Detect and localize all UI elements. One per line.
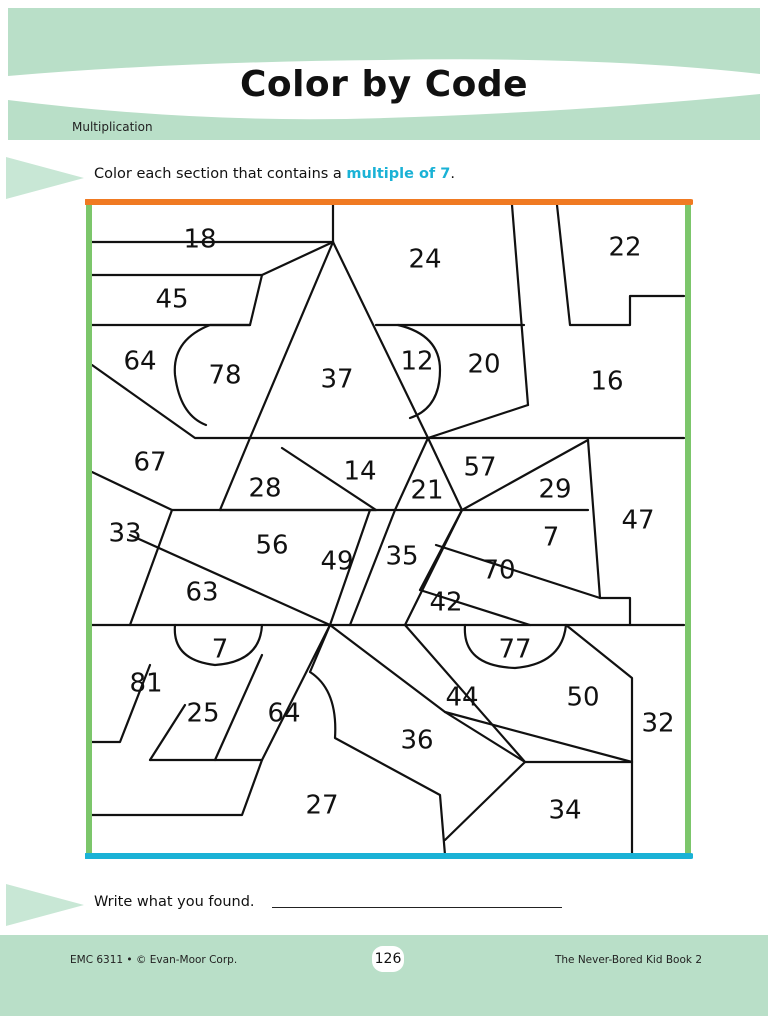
- puzzle-number: 28: [248, 473, 282, 504]
- puzzle-number: 22: [608, 232, 642, 263]
- puzzle-number: 47: [621, 505, 655, 536]
- puzzle-number: 25: [186, 698, 220, 729]
- instruction-prefix: Color each section that contains a: [94, 166, 347, 182]
- color-by-code-puzzle: [85, 198, 693, 860]
- puzzle-numbers: [108, 225, 674, 826]
- page-title: Color by Code: [239, 64, 529, 105]
- puzzle-number: 14: [343, 456, 377, 487]
- answer-line[interactable]: [272, 907, 562, 908]
- puzzle-number: 24: [408, 244, 442, 275]
- puzzle-number: 44: [445, 682, 479, 713]
- puzzle-number: 50: [566, 682, 600, 713]
- puzzle-number: 20: [467, 349, 501, 380]
- puzzle-number: 32: [641, 708, 675, 739]
- instruction-text: [94, 166, 455, 182]
- book-title: The Never-Bored Kid Book 2: [554, 954, 702, 966]
- footer-code: EMC 6311 • © Evan-Moor Corp.: [70, 954, 238, 966]
- puzzle-number: 67: [133, 447, 167, 478]
- puzzle-number: 36: [400, 725, 434, 756]
- puzzle-number: 18: [183, 224, 217, 255]
- puzzle-number: 16: [590, 366, 624, 397]
- puzzle-number: 12: [400, 346, 434, 377]
- subject-label: Multiplication: [72, 120, 153, 134]
- puzzle-number: 34: [548, 795, 582, 826]
- puzzle-number: 56: [255, 530, 289, 561]
- puzzle-number: 78: [208, 360, 242, 391]
- puzzle-number: 57: [463, 452, 497, 483]
- puzzle-number: 27: [305, 790, 339, 821]
- instruction-suffix: .: [450, 166, 455, 182]
- puzzle-number: 42: [429, 587, 463, 618]
- write-prompt: Write what you found.: [94, 894, 255, 910]
- puzzle-number: 21: [410, 475, 444, 506]
- write-arrow-icon: [6, 884, 84, 926]
- puzzle-number: 70: [482, 555, 516, 586]
- instruction-arrow-icon: [6, 157, 84, 199]
- footer-strip: [0, 1016, 768, 1024]
- puzzle-number: 77: [498, 634, 532, 665]
- puzzle-number: 33: [108, 518, 142, 549]
- puzzle-number: 29: [538, 474, 572, 505]
- puzzle-number: 64: [123, 346, 157, 377]
- puzzle-number: 37: [320, 364, 354, 395]
- puzzle-number: 63: [185, 577, 219, 608]
- puzzle-number: 7: [542, 522, 560, 553]
- puzzle-number: 64: [267, 698, 301, 729]
- puzzle-number: 45: [155, 284, 189, 315]
- instruction-highlight: multiple of 7: [346, 166, 451, 182]
- puzzle-number: 7: [211, 634, 229, 665]
- puzzle-number: 81: [129, 668, 163, 699]
- page-number: 126: [372, 946, 404, 972]
- puzzle-number: 35: [385, 541, 419, 572]
- puzzle-number: 49: [320, 546, 354, 577]
